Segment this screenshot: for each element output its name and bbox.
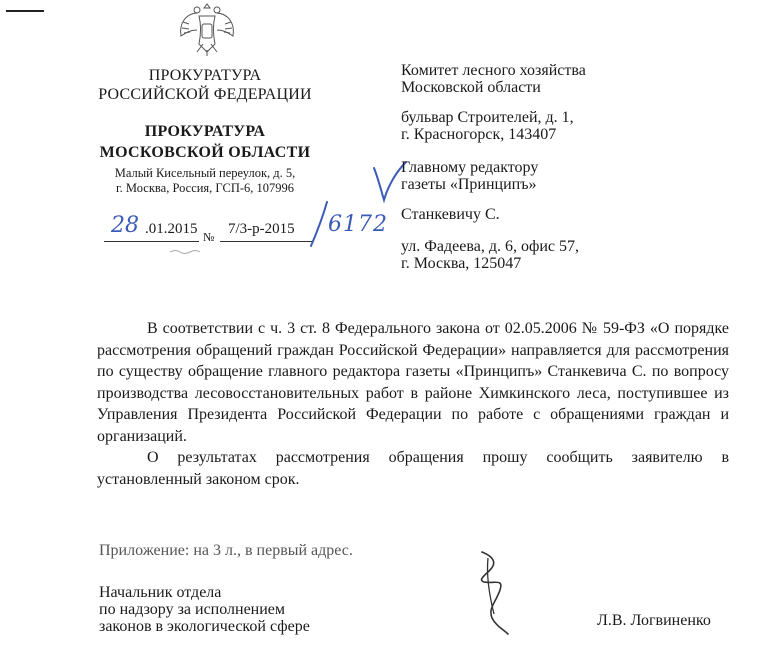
handwritten-day: 28 [111,213,139,238]
recipient-org-line-2: Московской области [401,79,541,96]
recipient-org-address-line-2: г. Красногорск, 143407 [401,126,557,143]
recipient-editor [401,159,538,193]
signer-title-line-1: Начальник отдела [99,584,222,601]
recipient-editor-address [401,238,579,272]
signer-name: Л.В. Логвиненко [597,612,711,629]
header-line-1: ПРОКУРАТУРА [148,67,262,84]
recipient-organization [401,62,586,96]
prosecutor-header [60,66,350,104]
recipient-org-address-line-1: бульвар Строителей, д. 1, [401,109,574,126]
handwritten-incoming-number: 6172 [328,212,388,237]
recipient-editor-line-2: газеты «Принципъ» [401,176,537,193]
registration-date: .01.2015 [145,221,198,237]
sender-address-line-1: Малый Кисельный переулок, д. 5, [114,166,296,180]
regional-prosecutor-header [60,121,350,163]
recipient-org-address [401,109,574,143]
recipient-editor-line-1: Главному редактору [401,159,539,176]
sender-address [60,166,350,196]
body-paragraph-1: В соответствии с ч. 3 ст. 8 Федерального закона от 02.05.2006 № 59-ФЗ «О порядке рассмотрения обращений граждан Российской Федерации» направляется для рассмотрения по существу обращение главного редактора газеты «Принципъ» Станкевича С. по вопросу производства лесовосстановительных работ в районе Химкинского леса, поступившее из Управления Президента Российской Федерации по работе с обращениями граждан и организаций. [97,320,729,445]
signer-title-line-2: по надзору за исполнением [99,601,286,618]
registration-number: 7/3-р-2015 [228,221,295,237]
letter-body [97,318,729,490]
recipient-org-line-1: Комитет лесного хозяйства [401,62,586,79]
recipient-editor-address-line-2: г. Москва, 125047 [401,255,522,272]
date-underline [104,241,199,242]
header-bold-line-1: ПРОКУРАТУРА [144,123,266,140]
stamp-smudge [168,247,202,257]
number-sign: № [203,230,215,244]
header-bold-line-2: МОСКОВСКОЙ ОБЛАСТИ [99,144,311,161]
body-paragraph-2: О результатах рассмотрения обращения прошу сообщить заявителю в установленный законом срок. [97,449,729,488]
attachment-note: Приложение: на 3 л., в первый адрес. [99,542,353,559]
recipient-editor-address-line-1: ул. Фадеева, д. 6, офис 57, [401,238,579,255]
sender-address-line-2: г. Москва, Россия, ГСП-6, 107996 [115,181,295,195]
recipient-name: Станкевичу С. [401,206,500,223]
number-underline [220,241,312,242]
handwritten-signature [470,548,520,638]
double-headed-eagle-emblem-icon [175,0,239,58]
signer-title [99,584,310,635]
top-dash [6,10,44,12]
signer-title-line-3: законов в экологической сфере [99,618,310,635]
header-line-2: РОССИЙСКОЙ ФЕДЕРАЦИИ [98,86,312,103]
